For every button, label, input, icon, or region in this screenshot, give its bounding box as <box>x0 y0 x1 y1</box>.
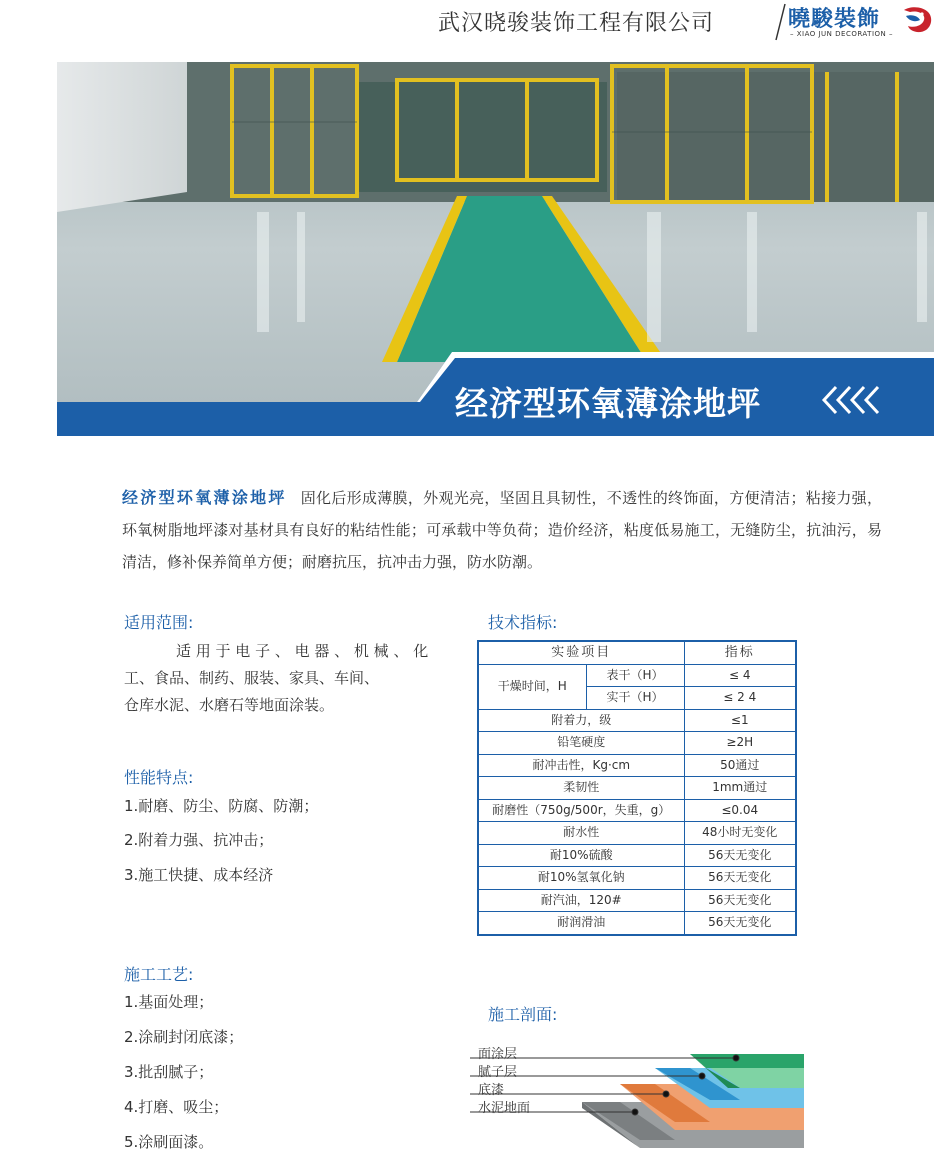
hero-title: 经济型环氧薄涂地坪 <box>455 384 761 423</box>
section-diagram-heading: 施工剖面: <box>488 1005 558 1024</box>
table-cell-item: 耐润滑油 <box>478 912 684 935</box>
table-cell-item: 耐10%氢氧化钠 <box>478 867 684 890</box>
feature-item: 3.施工快捷、成本经济 <box>124 866 274 884</box>
process-step: 1.基面处理； <box>124 993 214 1011</box>
scope-line: 仓库水泥、水磨石等地面涂装。 <box>124 696 335 714</box>
intro-lead: 经济型环氧薄涂地坪 <box>122 488 287 507</box>
process-step: 3.批刮腻子； <box>124 1063 214 1081</box>
layer-label-primer: 底漆 <box>478 1083 505 1098</box>
table-cell-value: ≥2H <box>684 732 796 755</box>
intro-text: 固化后形成薄膜，外观光亮，坚固且具韧性，不透性的终饰面，方便清洁；粘接力强，环氧树脂地坪漆对基材具有良好的粘结性能；可承载中等负荷；造价经济，粘度低易施工，无缝防尘，抗油污，易清洁，修补保养简单方便；耐磨抗压，抗冲击力强，防水防潮。 <box>122 489 882 571</box>
dry-time-label: 干燥时间，H <box>478 664 586 709</box>
table-row <box>478 709 796 732</box>
table-cell-item: 附着力，级 <box>478 709 684 732</box>
table-row <box>478 777 796 800</box>
spec-table <box>477 640 797 936</box>
scope-line: 工、食品、制药、服装、家具、车间、 <box>124 669 380 687</box>
table-row <box>478 799 796 822</box>
table-cell-value: 1mm通过 <box>684 777 796 800</box>
layer-cross-section-diagram <box>470 1040 810 1148</box>
table-row <box>478 844 796 867</box>
table-cell-value: 56天无变化 <box>684 844 796 867</box>
hard-dry-value: ≤ 2 4 <box>684 687 796 710</box>
brand-name: 曉駿裝飾 <box>788 7 881 32</box>
table-cell-value: 56天无变化 <box>684 912 796 935</box>
brand-english-name: – XIAO JUN DECORATION – <box>790 30 893 38</box>
table-header-item: 实验项目 <box>478 641 684 664</box>
chevrons-left-icon <box>820 383 890 417</box>
layer-label-concrete: 水泥地面 <box>478 1101 531 1116</box>
brand-logo-icon <box>900 2 936 38</box>
table-cell-item: 耐汽油，120# <box>478 889 684 912</box>
table-cell-value: 48小时无变化 <box>684 822 796 845</box>
features-heading: 性能特点: <box>124 768 194 787</box>
surface-dry-value: ≤ 4 <box>684 664 796 687</box>
table-cell-item: 耐磨性（750g/500r，失重，g） <box>478 799 684 822</box>
layer-label-putty: 腻子层 <box>478 1065 518 1080</box>
layer-label-topcoat: 面涂层 <box>478 1047 518 1062</box>
scope-line: 适 用 于 电 子 、 电 器 、 机 械 、 化 <box>176 642 429 660</box>
brand-divider <box>773 2 787 42</box>
hard-dry-label: 实干（H） <box>586 687 684 710</box>
table-row <box>478 822 796 845</box>
scope-heading: 适用范围: <box>124 613 194 632</box>
table-row <box>478 912 796 935</box>
company-name: 武汉晓骏装饰工程有限公司 <box>438 11 715 36</box>
table-cell-item: 铅笔硬度 <box>478 732 684 755</box>
intro-paragraph <box>122 482 882 578</box>
process-step: 2.涂刷封闭底漆； <box>124 1028 244 1046</box>
table-row <box>478 889 796 912</box>
process-step: 5.涂刷面漆。 <box>124 1133 214 1151</box>
table-row <box>478 664 796 687</box>
table-row <box>478 867 796 890</box>
feature-item: 1.耐磨、防尘、防腐、防潮； <box>124 797 319 815</box>
table-cell-item: 耐10%硫酸 <box>478 844 684 867</box>
table-cell-item: 柔韧性 <box>478 777 684 800</box>
table-header-value: 指标 <box>684 641 796 664</box>
table-cell-value: ≤1 <box>684 709 796 732</box>
table-cell-value: 50通过 <box>684 754 796 777</box>
process-step: 4.打磨、吸尘； <box>124 1098 229 1116</box>
surface-dry-label: 表干（H） <box>586 664 684 687</box>
table-header-row <box>478 641 796 664</box>
spec-heading: 技术指标: <box>488 613 558 632</box>
process-heading: 施工工艺: <box>124 965 194 984</box>
table-cell-item: 耐水性 <box>478 822 684 845</box>
feature-item: 2.附着力强、抗冲击； <box>124 831 274 849</box>
table-cell-value: 56天无变化 <box>684 889 796 912</box>
table-cell-value: ≤0.04 <box>684 799 796 822</box>
table-cell-value: 56天无变化 <box>684 867 796 890</box>
table-row <box>478 732 796 755</box>
table-row <box>478 754 796 777</box>
table-cell-item: 耐冲击性，Kg·cm <box>478 754 684 777</box>
